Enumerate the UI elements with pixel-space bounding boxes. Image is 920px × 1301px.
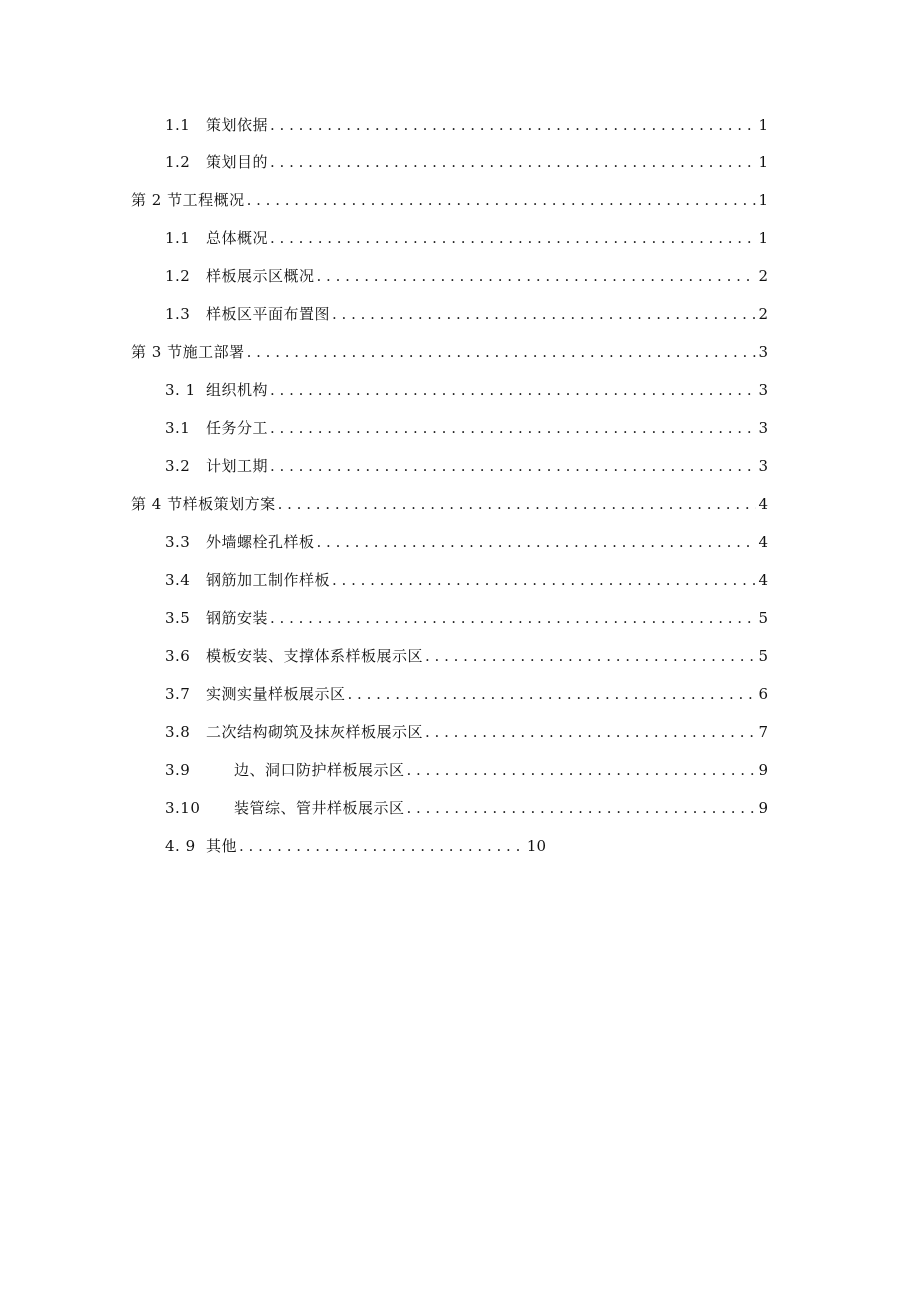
- toc-entry-page: 1: [758, 191, 768, 209]
- toc-entry-number: 1.2: [165, 267, 191, 285]
- toc-entry-title: 钢筋安装: [206, 609, 269, 627]
- toc-leader-dots: [317, 264, 757, 288]
- toc-entry-1-1-basis[interactable]: [165, 113, 768, 137]
- toc-entry-title: 计划工期: [206, 457, 269, 475]
- toc-entry-section-3[interactable]: [131, 340, 768, 364]
- toc-entry-number: 4. 9: [165, 837, 196, 855]
- toc-entry-title: 样板展示区概况: [206, 267, 315, 285]
- toc-entry-number: 1.1: [165, 229, 191, 247]
- toc-entry-number: 3.10: [165, 799, 201, 817]
- toc-entry-page: 5: [758, 647, 768, 665]
- toc-entry-3-5-rebar-installation[interactable]: [165, 606, 768, 630]
- toc-entry-number: 3.4: [165, 571, 191, 589]
- toc-entry-title: 实测实量样板展示区: [206, 685, 346, 703]
- toc-leader-dots: [247, 188, 757, 212]
- toc-entry-number: 3.5: [165, 609, 191, 627]
- toc-leader-dots: [407, 758, 757, 782]
- toc-entry-1-2-purpose[interactable]: [165, 150, 768, 174]
- toc-leader-dots: [270, 454, 756, 478]
- toc-entry-title: 外墙螺栓孔样板: [206, 533, 315, 551]
- toc-leader-dots: [239, 834, 525, 858]
- toc-entry-3-9-edge-protection[interactable]: [165, 758, 768, 782]
- toc-entry-number: 第 3 节: [131, 343, 183, 361]
- toc-entry-page: 2: [758, 305, 768, 323]
- toc-entry-3-1-organization[interactable]: [165, 378, 768, 402]
- toc-entry-section-2[interactable]: [131, 188, 768, 212]
- toc-entry-3-4-rebar-processing[interactable]: [165, 568, 768, 592]
- toc-entry-title: 样板区平面布置图: [206, 305, 331, 323]
- toc-entry-3-10-pipe-shaft[interactable]: [165, 796, 768, 820]
- toc-entry-page: 10: [526, 837, 546, 855]
- toc-entry-1-3-layout[interactable]: [165, 302, 768, 326]
- toc-entry-title: 组织机构: [206, 381, 269, 399]
- toc-entry-title: 策划依据: [206, 116, 269, 134]
- toc-entry-page: 9: [758, 761, 768, 779]
- toc-entry-page: 1: [758, 116, 768, 134]
- toc-entry-title: 工程概况: [182, 191, 245, 209]
- toc-entry-page: 3: [758, 457, 768, 475]
- toc-entry-3-3-bolt-hole[interactable]: [165, 530, 768, 554]
- toc-entry-title: 样板策划方案: [182, 495, 276, 513]
- toc-entry-page: 4: [758, 533, 768, 551]
- toc-entry-title: 二次结构砌筑及抹灰样板展示区: [206, 723, 424, 741]
- toc-entry-page: 4: [758, 571, 768, 589]
- toc-entry-3-1-tasks[interactable]: [165, 416, 768, 440]
- toc-entry-title: 装管综、管井样板展示区: [234, 799, 405, 817]
- toc-leader-dots: [270, 416, 756, 440]
- toc-leader-dots: [270, 113, 756, 137]
- toc-entry-title: 边、洞口防护样板展示区: [234, 761, 405, 779]
- toc-entry-number: 3.7: [165, 685, 191, 703]
- toc-leader-dots: [270, 378, 756, 402]
- toc-entry-page: 9: [758, 799, 768, 817]
- toc-entry-title: 钢筋加工制作样板: [206, 571, 331, 589]
- toc-leader-dots: [332, 302, 756, 326]
- toc-entry-page: 6: [758, 685, 768, 703]
- toc-leader-dots: [270, 226, 756, 250]
- toc-entry-title: 任务分工: [206, 419, 269, 437]
- toc-leader-dots: [270, 150, 756, 174]
- toc-entry-1-1-overview[interactable]: [165, 226, 768, 250]
- toc-leader-dots: [425, 644, 756, 668]
- toc-entry-3-7-measurement[interactable]: [165, 682, 768, 706]
- toc-entry-title: 其他: [206, 837, 238, 855]
- toc-entry-number: 3.1: [165, 419, 191, 437]
- toc-entry-number: 第 2 节: [131, 191, 183, 209]
- toc-entry-section-4[interactable]: [131, 492, 768, 516]
- toc-leader-dots: [247, 340, 757, 364]
- toc-entry-4-9-other[interactable]: [165, 834, 546, 858]
- toc-entry-number: 3.8: [165, 723, 191, 741]
- toc-entry-number: 1.1: [165, 116, 191, 134]
- toc-entry-3-8-masonry[interactable]: [165, 720, 768, 744]
- toc-entry-title: 策划目的: [206, 153, 269, 171]
- toc-entry-page: 5: [758, 609, 768, 627]
- toc-leader-dots: [407, 796, 757, 820]
- toc-leader-dots: [317, 530, 757, 554]
- toc-entry-1-2-sample-area[interactable]: [165, 264, 768, 288]
- toc-entry-3-6-formwork[interactable]: [165, 644, 768, 668]
- toc-entry-page: 2: [758, 267, 768, 285]
- toc-entry-number: 3.2: [165, 457, 191, 475]
- toc-entry-number: 3.6: [165, 647, 191, 665]
- toc-leader-dots: [348, 682, 757, 706]
- toc-entry-page: 4: [758, 495, 768, 513]
- toc-entry-number: 3.3: [165, 533, 191, 551]
- toc-leader-dots: [332, 568, 756, 592]
- toc-entry-page: 1: [758, 229, 768, 247]
- toc-entry-3-2-schedule[interactable]: [165, 454, 768, 478]
- toc-entry-title: 模板安装、支撑体系样板展示区: [206, 647, 424, 665]
- toc-entry-page: 7: [758, 723, 768, 741]
- toc-entry-title: 总体概况: [206, 229, 269, 247]
- toc-entry-page: 1: [758, 153, 768, 171]
- toc-entry-number: 1.2: [165, 153, 191, 171]
- toc-leader-dots: [278, 492, 757, 516]
- toc-entry-number: 3. 1: [165, 381, 196, 399]
- toc-leader-dots: [270, 606, 756, 630]
- toc-entry-title: 施工部署: [182, 343, 245, 361]
- toc-entry-number: 1.3: [165, 305, 191, 323]
- toc-entry-number: 第 4 节: [131, 495, 183, 513]
- toc-leader-dots: [425, 720, 756, 744]
- toc-entry-number: 3.9: [165, 761, 191, 779]
- toc-entry-page: 3: [758, 381, 768, 399]
- toc-entry-page: 3: [758, 343, 768, 361]
- toc-entry-page: 3: [758, 419, 768, 437]
